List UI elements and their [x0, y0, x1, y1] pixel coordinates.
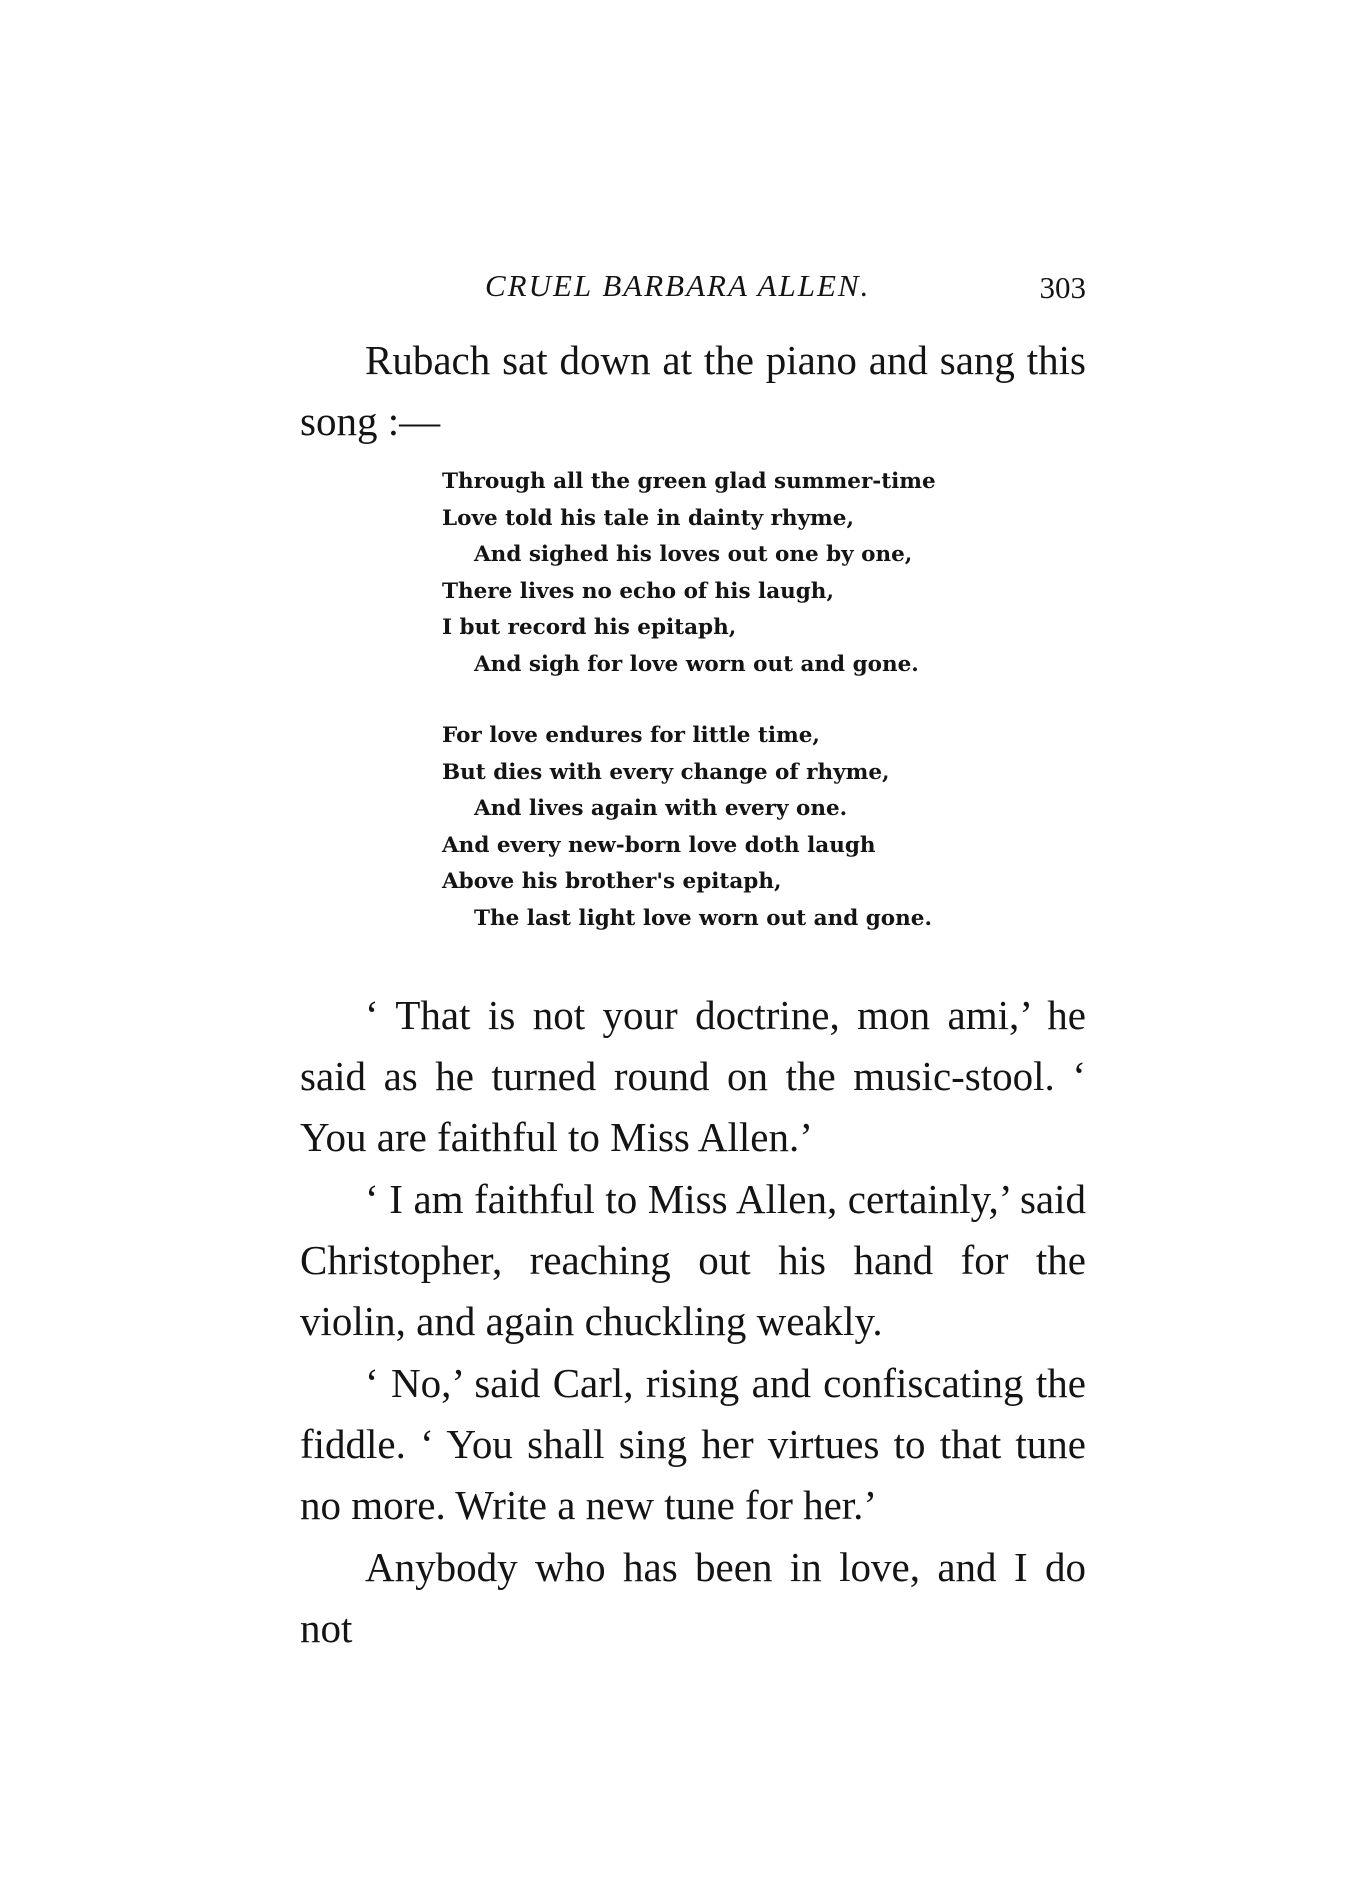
paragraph-faithful: ‘ I am faithful to Miss Allen, certainly,’ said Christopher, reaching out his hand for the violin, and again chuckling weakly.: [300, 1176, 1086, 1344]
verse-line: And sighed his loves out one by one,: [474, 542, 913, 567]
running-title: CRUEL BARBARA ALLEN.: [485, 268, 871, 303]
running-head: [300, 268, 1086, 312]
verse-line: Love told his tale in dainty rhyme,: [442, 505, 854, 531]
verse-line: Above his brother's epitaph,: [442, 869, 782, 894]
verse-line: But dies with every change of rhyme,: [442, 759, 890, 785]
verse-line: And every new-born love doth laugh: [442, 832, 876, 858]
opening-paragraph: Rubach sat down at the piano and sang this song :—: [300, 337, 1086, 444]
page-number: 303: [1039, 270, 1086, 305]
verse-line: The last light love worn out and gone.: [474, 905, 932, 931]
poem-stanza-1: [442, 464, 1002, 683]
verse-line: Through all the green glad summer-time: [442, 469, 936, 494]
verse-line: There lives no echo of his laugh,: [442, 578, 834, 604]
paragraph-anybody: Anybody who has been in love, and I do not: [300, 1544, 1086, 1651]
verse-line: For love endures for little time,: [442, 723, 820, 748]
paragraph-doctrine: ‘ That is not your doctrine, mon ami,’ he said as he turned round on the music-stool. ‘ You are faithful to Miss Allen.’: [300, 992, 1086, 1160]
verse-line: I but record his epitaph,: [442, 615, 737, 640]
verse-line: And lives again with every one.: [474, 796, 848, 821]
verse-line: And sigh for love worn out and gone.: [474, 651, 919, 677]
paragraph-fiddle: ‘ No,’ said Carl, rising and confiscating the fiddle. ‘ You shall sing her virtues to that tune no more. Write a new tune for her.’: [300, 1360, 1086, 1528]
poem-stanza-2: [442, 718, 1002, 937]
